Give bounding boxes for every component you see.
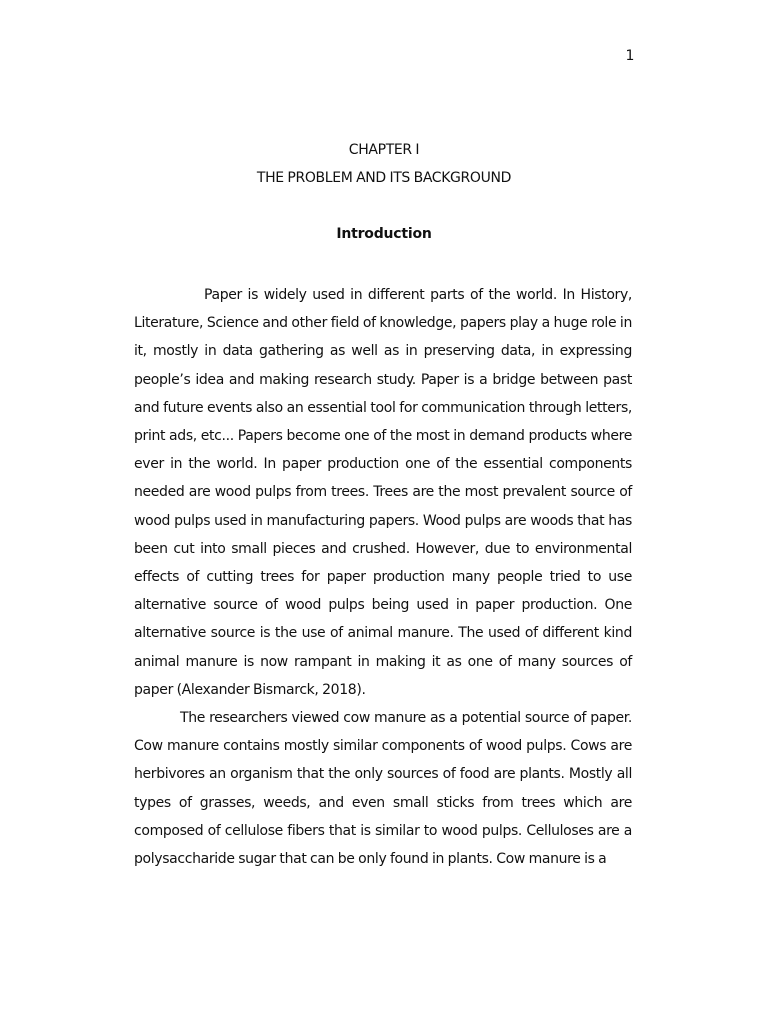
paragraph: Paper is widely used in different parts of the world. In History, Literature, Science and other field of knowledge, papers play a huge role in it, mostly in data gathering as well as in preserving data, in expressing people’s idea and making research study. Paper is a bridge between past and future events also an essential tool for communication through letters, print ads, etc... Papers become one of the most in demand products where ever in the world. In paper production one of the essential components needed are wood pulps from trees. Trees are the most prevalent source of wood pulps used in manufacturing papers. Wood pulps are woods that has been cut into small pieces and crushed. However, due to environmental effects of cutting trees for paper production many people tried to use alternative source of wood pulps being used in paper production. One alternative source is the use of animal manure. The used of different kind animal manure is now rampant in making it as one of many sources of paper (Alexander Bismarck, 2018). [134, 287, 632, 698]
body-text [134, 281, 632, 873]
chapter-title: THE PROBLEM AND ITS BACKGROUND [256, 170, 512, 186]
page-number: 1 [625, 48, 634, 64]
chapter-label: CHAPTER I [348, 142, 420, 158]
paragraph: The researchers viewed cow manure as a potential source of paper. Cow manure contains mostly similar components of wood pulps. Cows are herbivores an organism that the only sources of food are plants. Mostly all types of grasses, weeds, and even small sticks from trees which are composed of cellulose fibers that is similar to wood pulps. Celluloses are a polysaccharide sugar that can be only found in plants. Cow manure is a [134, 710, 632, 868]
section-title: Introduction [336, 226, 432, 242]
